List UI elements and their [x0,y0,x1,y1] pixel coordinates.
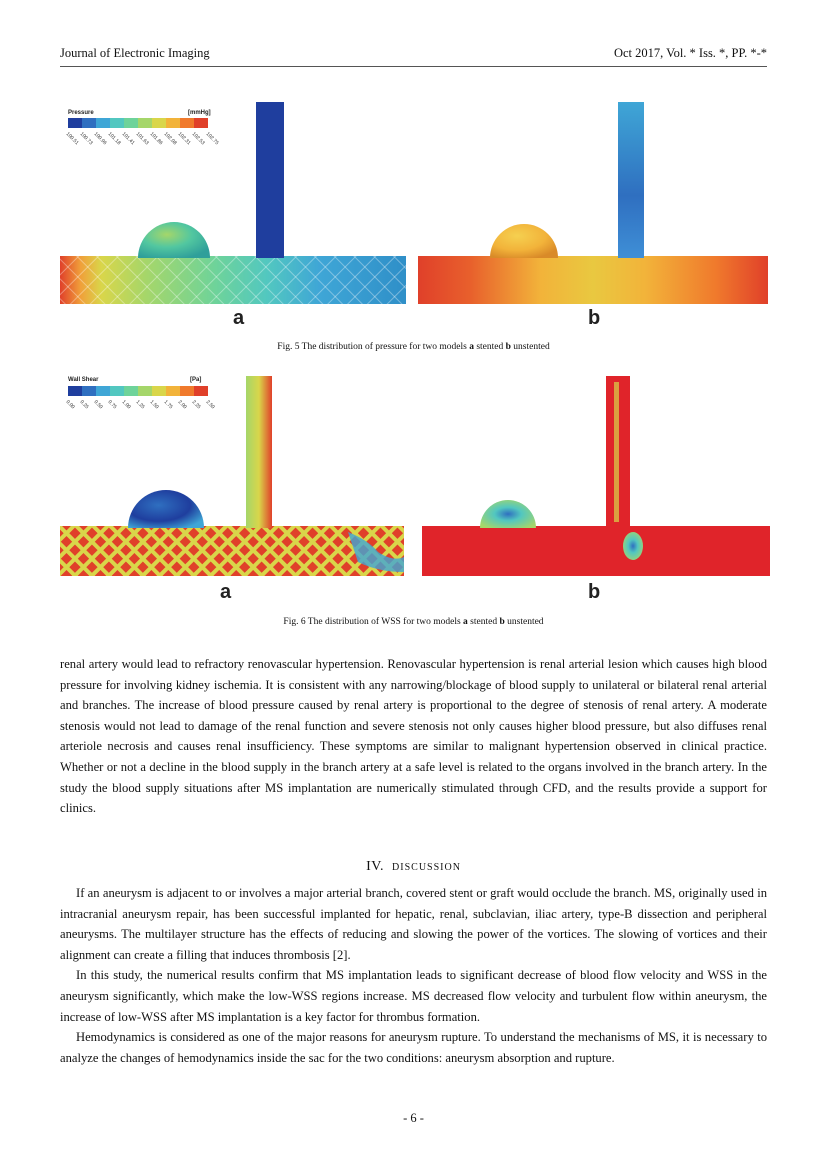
legend-tick-label: 101.63 [134,131,150,147]
legend-unit-wss: [Pa] [190,377,202,383]
legend-tick-label: 2.25 [190,399,202,411]
panel-label-b: b [588,307,601,329]
legend-swatch [68,386,82,396]
aneurysm-sac-unstented [490,224,558,258]
legend-swatch [124,118,138,128]
panel-label-b: b [588,581,601,603]
figure-5 [58,98,770,333]
legend-tick-label: 101.18 [106,131,122,147]
figure-5-caption: Fig. 5 The distribution of pressure for two models a stented b unstented [277,342,550,352]
legend-tick-label: 1.75 [162,399,174,411]
aneurysm-sac-stented [128,490,204,528]
legend-swatch [110,386,124,396]
discussion-text [60,883,767,1068]
figure-6-image [58,372,770,608]
legend-colorbar-pressure [68,118,208,128]
journal-name: Journal of Electronic Imaging [60,46,210,60]
legend-swatch [180,118,194,128]
figure-6 [58,372,770,608]
legend-tick-label: 1.50 [148,399,160,411]
legend-tick-label: 2.50 [204,399,216,411]
body-paragraph-1: renal artery would lead to refractory renovascular hypertension. Renovascular hypertension is renal arterial lesion which causes high blood pressure for involving kidney ischemia. It is consistent with any narrowing/blockage of blood supply to unilateral or bilateral renal arterial and branches. The increase of blood pressure caused by renal artery is proportional to the degree of stenosis of renal artery. A moderate stenosis would not lead to damage of the renal function and severe stenosis not only causes higher blood pressure, but also diffuses renal arteriole necrosis and causes renal insufficiency. These symptoms are similar to malignant hypertension observed in clinical practice. Whether or not a decline in the blood supply in the branch artery at a safe level is related to the organs involved in the branch artery. In the study the blood supply situations after MS implantation are numerically stimulated through CFD, and the results provide a support for clinics. [60,657,767,816]
legend-swatch [68,118,82,128]
legend-swatch [194,386,208,396]
aneurysm-sac-unstented [480,500,536,528]
legend-colorbar-wss [68,386,208,396]
legend-swatch [96,118,110,128]
legend-swatch [82,386,96,396]
stent-mesh [60,256,406,304]
issue-info: Oct 2017, Vol. * Iss. *, PP. *-* [613,46,767,60]
vessel-main-stented [60,526,404,576]
aneurysm-sac-stented [138,222,210,258]
legend-tick-label: 0.75 [106,399,118,411]
legend-swatch [152,118,166,128]
section-heading: IV. DISCUSSION [366,859,461,874]
legend-tick-label: 101.41 [120,131,136,147]
legend-tick-label: 102.31 [176,131,192,147]
legend-title-wss: Wall Shear [68,377,99,383]
legend-tick-label: 102.08 [162,131,178,147]
body-paragraph-4: Hemodynamics is considered as one of the major reasons for aneurysm rupture. To understand the mechanisms of MS, it is necessary to analyze the changes of hemodynamics inside the sac for the two conditions: aneurysm absorption and rupture. [60,1030,767,1065]
legend-swatch [194,118,208,128]
vessel-main-unstented [418,256,768,304]
legend-tick-label: 1.25 [134,399,146,411]
legend-tick-label: 0.50 [92,399,104,411]
legend-swatch [152,386,166,396]
legend-tick-label: 100.51 [64,131,80,147]
legend-swatch [138,386,152,396]
legend-tick-label: 101.86 [148,131,164,147]
legend-tick-label: 1.00 [120,399,132,411]
branch-artery-stented [246,376,272,528]
vessel-main-unstented [422,526,770,576]
legend-tick-label: 2.00 [176,399,188,411]
panel-label-a: a [233,307,245,329]
legend-swatch [82,118,96,128]
panel-label-a: a [220,581,232,603]
branch-artery-unstented [618,102,644,258]
legend-tick-label: 0.00 [64,399,76,411]
legend-unit-pressure: [mmHg] [188,110,211,116]
legend-tick-label: 100.96 [92,131,108,147]
legend-swatch [124,386,138,396]
flow-jet [623,532,643,560]
legend-ticks-pressure [65,131,220,146]
legend-swatch [110,118,124,128]
legend-swatch [166,118,180,128]
page-number: - 6 - [403,1111,424,1125]
body-paragraph-2: If an aneurysm is adjacent to or involves a major arterial branch, covered stent or graft would occlude the branch. MS, originally used in intracranial aneurysm repair, has been successful implanted for hepatic, renal, subclavian, iliac artery, type-B dissection and peripheral aneurysms. The multilayer structure has the effects of reducing and slowing the power of the vortices. The slowing of vortices and their alignment can create a filling that induces thrombosis [2]. [60,886,767,962]
legend-title-pressure: Pressure [68,110,94,116]
legend-swatch [138,118,152,128]
legend-swatch [166,386,180,396]
figure-6-caption: Fig. 6 The distribution of WSS for two models a stented b unstented [283,617,544,627]
figure-5-image [58,98,770,333]
legend-tick-label: 102.53 [190,131,206,147]
legend-swatch [96,386,110,396]
legend-tick-label: 100.73 [78,131,94,147]
legend-ticks-wss [65,399,216,410]
body-paragraph-3: In this study, the numerical results confirm that MS implantation leads to significant decrease of blood flow velocity and WSS in the aneurysm significantly, which make the low-WSS regions increase. MS decreased flow velocity and turbulent flow within aneurysm, the increase of low-WSS after MS implantation is a key factor for thrombus formation. [60,968,767,1024]
legend-swatch [180,386,194,396]
legend-tick-label: 0.25 [78,399,90,411]
legend-tick-label: 102.75 [204,131,220,147]
branch-artery-stented [256,102,284,258]
running-header [60,46,767,67]
